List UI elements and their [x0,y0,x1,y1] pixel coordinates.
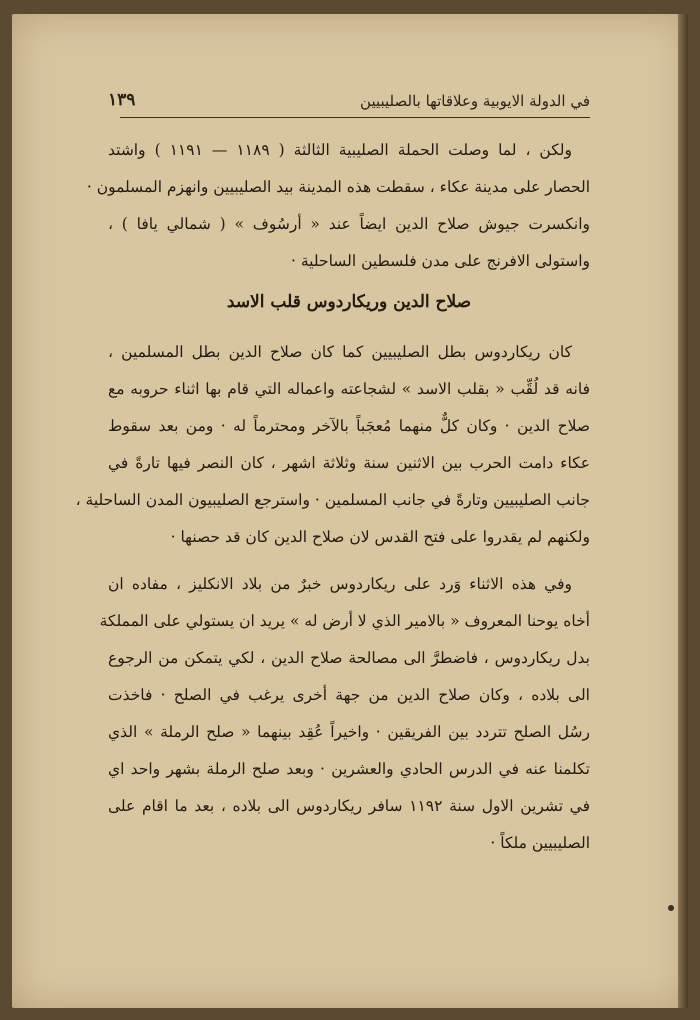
text-line: رسُل الصلح تتردد بين الفريقين · واخيراً عُقِد بينهما « صلح الرملة » الذي [108,723,590,741]
header-rule [120,117,590,118]
text-line: صلاح الدين · وكان كلٌّ منهما مُعجَباً بالآخر ومحترماً له · ومن بعد سقوط [108,417,590,435]
text-line: عكاء دامت الحرب بين الاثنين سنة وثلاثة اشهر ، كان النصر فيها تارةً في [108,454,590,472]
text-line: وانكسرت جيوش صلاح الدين ايضاً عند « أرسُوف » ( شمالي يافا ) ، [108,215,590,233]
page-binding-edge [678,14,688,1008]
text-line: في تشرين الاول سنة ١١٩٢ سافر ريكاردوس الى بلاده ، بعد ما اقام على [108,797,590,815]
section-title: صلاح الدين وريكاردوس قلب الاسد [226,292,472,312]
paragraph-richard [75,334,590,556]
page-edge-mark [668,905,674,911]
text-line: الصليبيين ملكاً · [490,834,590,852]
text-line: تكلمنا عنه في الدرس الحادي والعشرين · وبعد صلح الرملة بشهر واحد اي [108,760,590,778]
running-header-title: في الدولة الايوبية وعلاقاتها بالصليبيين [360,92,590,110]
running-header [108,92,590,118]
text-line: الحصار على مدينة عكاء ، سقطت هذه المدينة بيد الصليبيين وانهزم المسلمون · [86,178,590,196]
text-line: بدل ريكاردوس ، فاضطرَّ الى مصالحة صلاح الدين ، لكي يتمكن من الرجوع [108,649,590,667]
text-line: كان ريكاردوس بطل الصليبيين كما كان صلاح الدين بطل المسلمين ، [108,343,572,361]
text-line: أخاه يوحنا المعروف « بالامير الذي لا أرض له » يريد ان يستولي على المملكة [99,612,590,630]
text-line: ولكنهم لم يقدروا على فتح القدس لان صلاح الدين كان قد حصنها · [170,528,590,546]
page-number: ١٣٩ [108,90,136,110]
paragraph-crusade [86,132,590,280]
text-line: فانه قد لُقِّب « بقلب الاسد » لشجاعته واعماله التي قام بها اثناء حروبه مع [108,380,590,398]
text-line: ولكن ، لما وصلت الحملة الصليبية الثالثة ( ١١٨٩ — ١١٩١ ) واشتد [108,141,572,159]
text-line: جانب الصليبيين وتارةً في جانب المسلمين · واسترجع الصليبيون المدن الساحلية ، [75,491,590,509]
text-line: واستولى الافرنج على مدن فلسطين الساحلية · [291,252,590,270]
text-line: وفي هذه الاثناء وَرد على ريكاردوس خبرٌ من بلاد الانكليز ، مفاده ان [108,575,572,593]
text-line: الى بلاده ، وكان صلاح الدين من جهة أخرى يرغب في الصلح · فاخذت [108,686,590,704]
paragraph-treaty [99,566,590,862]
